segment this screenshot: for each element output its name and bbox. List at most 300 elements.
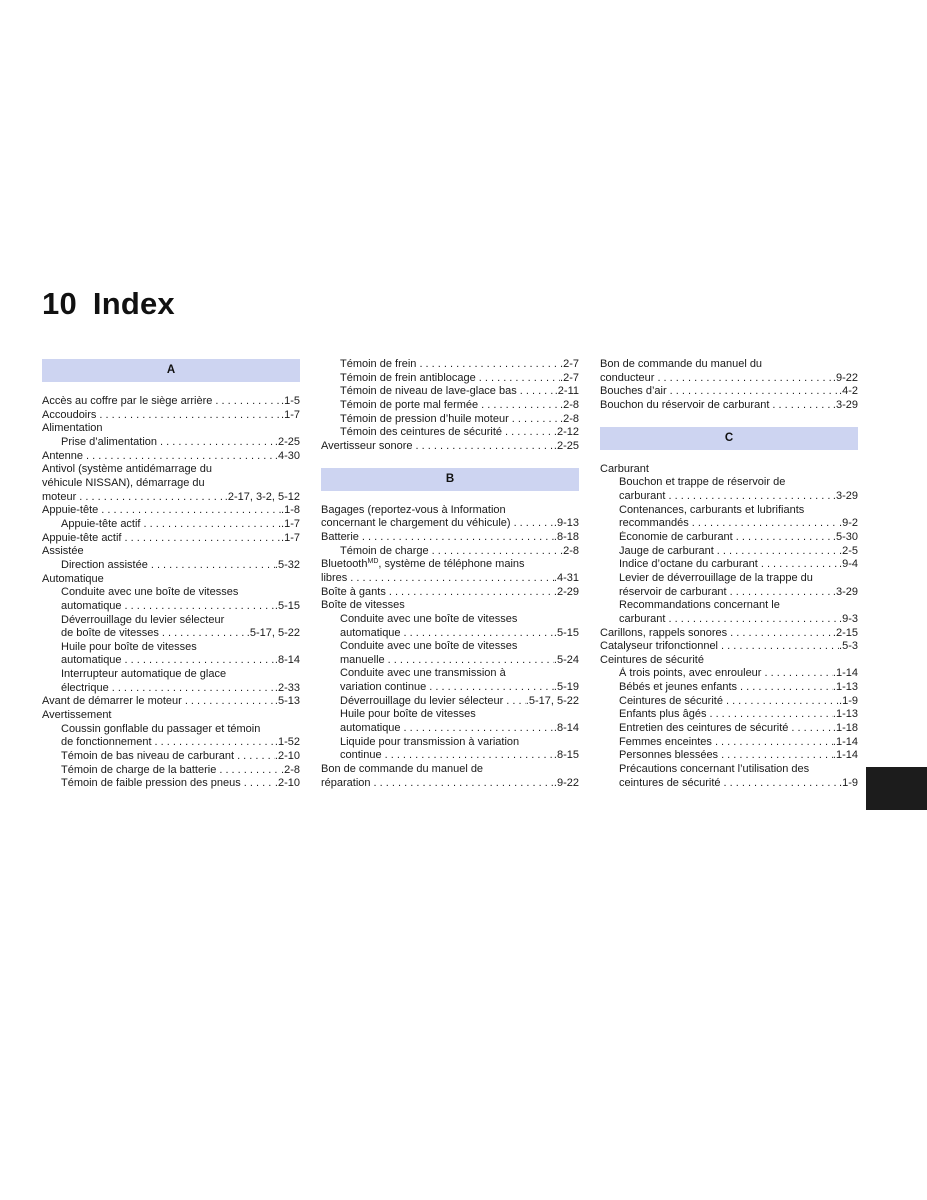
dot-leader <box>371 777 554 791</box>
dot-leader <box>83 450 275 464</box>
entry-label: automatique <box>61 654 122 667</box>
entry-text <box>600 654 704 666</box>
page-reference: .1-7 <box>281 531 300 544</box>
entry-label: Conduite avec une boîte de vitesses <box>61 586 239 599</box>
entry-text <box>340 722 401 736</box>
dot-leader <box>216 764 281 778</box>
index-subentry <box>321 654 579 668</box>
entry-text <box>619 545 714 559</box>
entry-text <box>61 559 148 573</box>
dot-leader <box>665 613 839 627</box>
entry-text <box>619 749 718 763</box>
entry-text <box>61 614 224 626</box>
entry-label: Ceintures de sécurité <box>600 653 704 666</box>
entry-text <box>42 695 182 709</box>
index-subentry <box>321 640 579 654</box>
dot-leader <box>511 517 554 531</box>
dot-leader <box>359 531 554 545</box>
index-subentry <box>321 722 579 736</box>
entry-text <box>340 708 476 720</box>
index-subentry <box>600 695 858 709</box>
index-entry <box>42 463 300 477</box>
entry-text <box>619 708 706 722</box>
entry-label: Appuie-tête actif <box>61 517 141 530</box>
entry-label: Conduite avec une boîte de vitesses <box>340 640 518 653</box>
dot-leader <box>241 777 275 791</box>
index-subentry <box>600 736 858 750</box>
page-reference: .2-7 <box>560 371 579 384</box>
entry-label: de fonctionnement <box>61 736 152 749</box>
index-entry <box>42 532 300 546</box>
entry-label: Ceintures de sécurité <box>619 694 723 707</box>
entry-text <box>619 599 780 611</box>
index-subentry <box>321 681 579 695</box>
entry-label: Témoin de niveau de lave-glace bas <box>340 385 517 398</box>
entry-text <box>619 558 758 572</box>
entry-label: Direction assistée <box>61 558 148 571</box>
entry-label: Témoin de faible pression des pneus <box>61 777 241 790</box>
dot-leader <box>182 695 275 709</box>
entry-text <box>340 627 401 641</box>
index-subentry <box>42 654 300 668</box>
dot-leader <box>476 372 560 386</box>
entry-text <box>600 463 649 475</box>
entry-label: Témoin de frein <box>340 358 417 370</box>
index-entry <box>42 450 300 464</box>
dot-leader <box>382 749 554 763</box>
entry-label: Antenne <box>42 449 83 462</box>
page-reference: .2-17, 3-2, 5-12 <box>224 490 300 503</box>
entry-text <box>619 681 737 695</box>
index-entry <box>42 573 300 587</box>
entry-text <box>340 749 382 763</box>
entry-label: automatique <box>61 599 122 612</box>
entry-label: Bon de commande du manuel du <box>600 358 763 370</box>
index-subentry <box>321 399 579 413</box>
index-subentry <box>321 695 579 709</box>
dot-leader <box>727 627 833 641</box>
entry-label: Huile pour boîte de vitesses <box>61 640 197 653</box>
index-subentry <box>600 572 858 586</box>
entry-label: recommandés <box>619 517 689 530</box>
entry-label: réparation <box>321 776 371 789</box>
entry-label: Liquide pour transmission à variation <box>340 735 520 748</box>
entry-text <box>619 667 761 681</box>
entry-text <box>42 491 76 505</box>
entry-label: Témoin de charge <box>340 544 429 557</box>
page-reference: .2-5 <box>839 544 858 557</box>
entry-label: Bon de commande du manuel de <box>321 763 484 776</box>
entry-label: variation continue <box>340 681 427 694</box>
entry-text <box>619 695 723 709</box>
entry-text <box>42 463 212 475</box>
dot-leader <box>416 358 560 372</box>
entry-label: Conduite avec une boîte de vitesses <box>340 612 518 625</box>
dot-leader <box>347 572 554 586</box>
entry-label: Témoin de pression d’huile moteur <box>340 412 509 425</box>
page-reference: .5-17, 5-22 <box>246 627 300 640</box>
entry-label: Recommandations concernant le <box>619 599 780 612</box>
entry-label: Carburant <box>600 462 649 475</box>
page-reference: .1-5 <box>281 395 300 407</box>
entry-text <box>42 422 103 434</box>
page-reference: .2-33 <box>274 681 300 694</box>
index-entry <box>42 709 300 723</box>
entry-label: Indice d’octane du carburant <box>619 558 758 571</box>
page-reference: .1-14 <box>832 667 858 680</box>
dot-leader <box>503 695 526 709</box>
index-subentry <box>600 681 858 695</box>
entry-text <box>321 517 511 531</box>
entry-text <box>340 385 517 399</box>
page-reference: .5-15 <box>274 599 300 612</box>
entry-text <box>61 627 159 641</box>
index-subentry <box>600 667 858 681</box>
entry-label: Automatique <box>42 572 104 585</box>
entry-label: carburant <box>619 612 666 625</box>
entry-text <box>600 640 718 654</box>
dot-leader <box>788 722 833 736</box>
index-entry <box>42 477 300 491</box>
page-reference: .1-7 <box>281 408 300 421</box>
entry-label: de boîte de vitesses <box>61 627 159 640</box>
section-letter-b: B <box>321 468 579 491</box>
index-entry <box>600 640 858 654</box>
index-entry <box>321 586 579 600</box>
section-letter-a: A <box>42 359 300 382</box>
entry-label: Boîte de vitesses <box>321 599 405 612</box>
index-column-1 <box>42 358 300 791</box>
page-reference: .1-14 <box>832 749 858 762</box>
index-entry <box>42 504 300 518</box>
page-reference: .9-4 <box>839 558 858 571</box>
entry-label: Économie de carburant <box>619 530 733 543</box>
page-reference: .4-31 <box>553 571 579 584</box>
page-reference: .2-25 <box>553 439 579 452</box>
dot-leader <box>76 491 225 505</box>
dot-leader <box>723 695 839 709</box>
entry-text <box>600 358 762 370</box>
section-letter-c: C <box>600 427 858 450</box>
dot-leader <box>429 545 560 559</box>
entry-text <box>42 504 98 518</box>
dot-leader <box>758 558 839 572</box>
index-subentry <box>42 723 300 737</box>
page-reference: .5-17, 5-22 <box>525 694 579 707</box>
page-reference: .1-7 <box>281 517 300 530</box>
entry-label: Prise d’alimentation <box>61 435 157 448</box>
index-entry <box>321 517 579 531</box>
index-subentry <box>42 777 300 791</box>
page-reference: .3-29 <box>832 398 858 411</box>
dot-leader <box>122 600 275 614</box>
dot-leader <box>478 399 560 413</box>
entry-text <box>321 586 386 600</box>
index-entry <box>600 627 858 641</box>
entry-text <box>619 572 813 584</box>
entry-text <box>42 545 84 557</box>
index-subentry <box>600 504 858 518</box>
index-subentry <box>42 518 300 532</box>
entry-text <box>42 709 112 721</box>
entry-label: Témoin de charge de la batterie <box>61 763 217 776</box>
index-subentry <box>42 436 300 450</box>
dot-leader <box>733 531 833 545</box>
dot-leader <box>212 395 281 409</box>
entry-text <box>619 777 721 791</box>
entry-text <box>619 504 804 516</box>
entry-text <box>340 654 385 668</box>
index-subentry <box>600 476 858 490</box>
entry-text <box>61 518 141 532</box>
entry-text <box>340 413 509 427</box>
dot-leader <box>714 545 839 559</box>
page-reference: .1-52 <box>274 736 300 749</box>
page-reference: .2-15 <box>832 626 858 639</box>
entry-text <box>340 426 502 440</box>
dot-leader <box>665 490 832 504</box>
entry-label: Précautions concernant l’utilisation des <box>619 763 810 776</box>
entry-text <box>61 641 197 653</box>
entry-text <box>42 532 122 546</box>
entry-text <box>340 736 519 748</box>
dot-leader <box>509 413 560 427</box>
index-subentry <box>321 613 579 627</box>
entry-label: Bouchon et trappe de réservoir de <box>619 476 786 489</box>
entry-label: Entretien des ceintures de sécurité <box>619 722 789 735</box>
index-entry <box>42 545 300 559</box>
entry-text <box>619 613 665 627</box>
entry-label: Catalyseur trifonctionnel <box>600 640 719 653</box>
index-subentry <box>42 750 300 764</box>
page-reference: .8-15 <box>553 749 579 762</box>
dot-leader <box>401 722 554 736</box>
page-reference: .2-7 <box>560 358 579 370</box>
entry-label: véhicule NISSAN), démarrage du <box>42 476 205 489</box>
entry-label: Batterie <box>321 530 359 543</box>
index-subentry <box>42 627 300 641</box>
dot-leader <box>718 749 833 763</box>
dot-leader <box>737 681 833 695</box>
index-subentry <box>42 764 300 778</box>
entry-text <box>340 358 416 372</box>
index-entry <box>321 504 579 518</box>
entry-label: Avertisseur sonore <box>321 439 413 452</box>
dot-leader <box>718 640 839 654</box>
index-entry <box>321 777 579 791</box>
entry-label: Contenances, carburants et lubrifiants <box>619 503 805 516</box>
page-reference: .2-25 <box>274 435 300 448</box>
page-reference: .2-8 <box>281 763 300 776</box>
dot-leader <box>148 559 275 573</box>
dot-leader <box>517 385 555 399</box>
entry-label: Bouchon du réservoir de carburant <box>600 398 770 411</box>
entry-label: manuelle <box>340 653 385 666</box>
entry-label: Accoudoirs <box>42 408 97 421</box>
index-entry <box>321 440 579 454</box>
index-subentry <box>321 413 579 427</box>
index-subentry <box>321 372 579 386</box>
index-entry <box>600 358 858 372</box>
index-entry <box>321 558 579 572</box>
index-subentry <box>600 777 858 791</box>
page-reference: .4-30 <box>274 449 300 462</box>
chapter-name: Index <box>92 286 175 321</box>
index-column-3 <box>600 358 858 790</box>
index-subentry <box>600 763 858 777</box>
page-reference: .2-10 <box>274 750 300 763</box>
entry-label: Interrupteur automatique de glace <box>61 668 227 681</box>
entry-text <box>61 736 152 750</box>
entry-label: Témoin des ceintures de sécurité <box>340 426 503 439</box>
page-reference: .2-12 <box>553 426 579 439</box>
page-reference: .1-13 <box>832 708 858 721</box>
page-reference: .5-13 <box>274 695 300 708</box>
index-subentry <box>42 668 300 682</box>
index-subentry <box>42 614 300 628</box>
entry-label: Bébés et jeunes enfants <box>619 681 738 694</box>
dot-leader <box>152 736 275 750</box>
index-subentry <box>600 558 858 572</box>
dot-leader <box>654 372 832 386</box>
page-reference: .1-9 <box>839 776 858 789</box>
index-subentry <box>321 385 579 399</box>
entry-label: Coussin gonflable du passager et témoin <box>61 722 261 735</box>
dot-leader <box>96 409 281 423</box>
index-subentry <box>600 545 858 559</box>
index-subentry <box>600 586 858 600</box>
page-reference: .1-13 <box>832 681 858 694</box>
index-entry <box>321 531 579 545</box>
entry-text <box>61 436 157 450</box>
dot-leader <box>689 517 839 531</box>
dot-leader <box>385 654 554 668</box>
dot-leader <box>426 681 554 695</box>
entry-text <box>61 654 122 668</box>
index-entry <box>600 385 858 399</box>
entry-label: Déverrouillage du levier sélecteur <box>61 613 225 626</box>
index-entry <box>42 409 300 423</box>
page-reference: .5-24 <box>553 653 579 666</box>
index-subentry <box>42 682 300 696</box>
entry-text <box>61 764 216 778</box>
index-subentry <box>321 545 579 559</box>
dot-leader <box>761 667 832 681</box>
entry-label: Carillons, rappels sonores <box>600 626 728 639</box>
entry-text <box>340 372 476 386</box>
entry-label: Témoin de porte mal fermée <box>340 398 479 411</box>
chapter-number: 10 <box>42 286 77 321</box>
page-reference: .9-22 <box>832 371 858 384</box>
index-subentry <box>321 426 579 440</box>
entry-text <box>619 722 788 736</box>
chapter-title <box>42 286 175 322</box>
dot-leader <box>109 682 275 696</box>
entry-label: Appuie-tête actif <box>42 531 122 544</box>
entry-label: Appuie-tête <box>42 504 99 517</box>
page-reference: .2-8 <box>560 412 579 425</box>
index-subentry <box>600 749 858 763</box>
entry-label: concernant le chargement du véhicule) <box>321 517 511 530</box>
entry-text <box>42 409 96 423</box>
index-subentry <box>42 641 300 655</box>
entry-label: Témoin de frein antiblocage <box>340 371 476 384</box>
dot-leader <box>122 654 275 668</box>
entry-label: Assistée <box>42 545 84 558</box>
entry-text <box>42 573 104 585</box>
index-subentry <box>600 531 858 545</box>
index-subentry <box>600 517 858 531</box>
entry-text <box>619 490 665 504</box>
index-entry <box>321 572 579 586</box>
entry-label: libres <box>321 571 348 584</box>
entry-label: Femmes enceintes <box>619 735 712 748</box>
entry-label: Accès au coffre par le siège arrière <box>42 395 213 407</box>
index-subentry <box>600 490 858 504</box>
index-entry <box>42 695 300 709</box>
page-reference: .1-18 <box>832 722 858 735</box>
page-reference: .5-15 <box>553 626 579 639</box>
index-subentry <box>42 600 300 614</box>
page-reference: .8-14 <box>553 722 579 735</box>
page-reference: .9-22 <box>553 776 579 789</box>
entry-text <box>61 668 226 680</box>
page-reference: .2-11 <box>554 385 579 398</box>
entry-label: réservoir de carburant <box>619 585 727 598</box>
index-entry <box>600 372 858 386</box>
entry-text <box>619 517 689 531</box>
page-reference: .1-8 <box>281 504 300 517</box>
entry-text <box>340 399 478 413</box>
dot-leader <box>98 504 281 518</box>
entry-text <box>340 667 506 679</box>
entry-text <box>600 385 667 399</box>
entry-text <box>321 763 483 775</box>
entry-text <box>340 640 517 652</box>
index-subentry <box>600 708 858 722</box>
page-reference: .8-14 <box>274 654 300 667</box>
entry-text <box>42 395 212 409</box>
entry-text <box>619 736 712 750</box>
entry-text <box>61 750 234 764</box>
index-subentry <box>321 358 579 372</box>
entry-label: moteur <box>42 490 77 503</box>
entry-label: Personnes blessées <box>619 749 719 762</box>
entry-text <box>600 627 727 641</box>
entry-text <box>42 450 83 464</box>
entry-label: automatique <box>340 722 401 735</box>
dot-leader <box>712 736 833 750</box>
page-reference: .5-19 <box>553 681 579 694</box>
dot-leader <box>122 532 282 546</box>
entry-label: conducteur <box>600 371 655 384</box>
page-reference: .9-2 <box>839 517 858 530</box>
entry-label: Jauge de carburant <box>619 544 714 557</box>
page-reference: .5-30 <box>832 530 858 543</box>
page-reference: .8-18 <box>553 530 579 543</box>
entry-label: À trois points, avec enrouleur <box>619 667 762 680</box>
index-subentry <box>600 722 858 736</box>
index-entry <box>321 599 579 613</box>
dot-leader <box>413 440 554 454</box>
entry-label: Bouches d’air <box>600 385 667 398</box>
entry-text <box>321 531 359 545</box>
page-reference: .5-32 <box>274 558 300 571</box>
entry-label: Déverrouillage du levier sélecteur <box>340 694 504 707</box>
index-subentry <box>321 627 579 641</box>
dot-leader <box>706 708 832 722</box>
entry-text <box>619 586 727 600</box>
